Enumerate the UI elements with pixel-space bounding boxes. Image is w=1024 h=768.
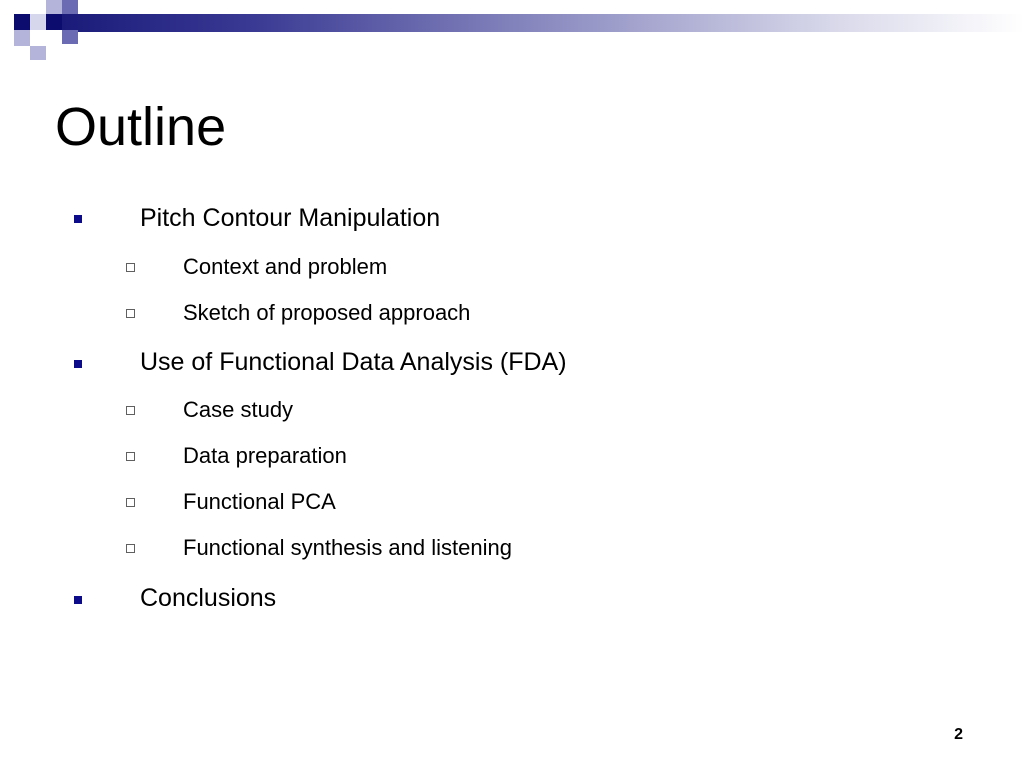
outline-subitem-text: Context and problem xyxy=(183,254,388,279)
page-number: 2 xyxy=(954,726,963,743)
outline-subitem-text: Data preparation xyxy=(183,443,347,468)
outline-item-text: Conclusions xyxy=(140,584,277,612)
outline-subitem-text: Case study xyxy=(183,397,294,422)
outline-item-text: Use of Functional Data Analysis (FDA) xyxy=(140,348,567,376)
filled-square-bullet-icon xyxy=(74,215,82,223)
outline-subitem-text: Sketch of proposed approach xyxy=(183,300,471,325)
filled-square-bullet-icon xyxy=(74,360,82,368)
filled-square-bullet-icon xyxy=(74,596,82,604)
slide-title: Outline xyxy=(55,97,227,157)
hollow-square-bullet-icon xyxy=(126,498,135,507)
outline-subitem-text: Functional synthesis and listening xyxy=(183,535,512,560)
hollow-square-bullet-icon xyxy=(126,309,135,318)
hollow-square-bullet-icon xyxy=(126,452,135,461)
hollow-square-bullet-icon xyxy=(126,406,135,415)
hollow-square-bullet-icon xyxy=(126,544,135,553)
outline-subitem-text: Functional PCA xyxy=(183,489,336,514)
outline-item-text: Pitch Contour Manipulation xyxy=(140,204,441,232)
hollow-square-bullet-icon xyxy=(126,263,135,272)
